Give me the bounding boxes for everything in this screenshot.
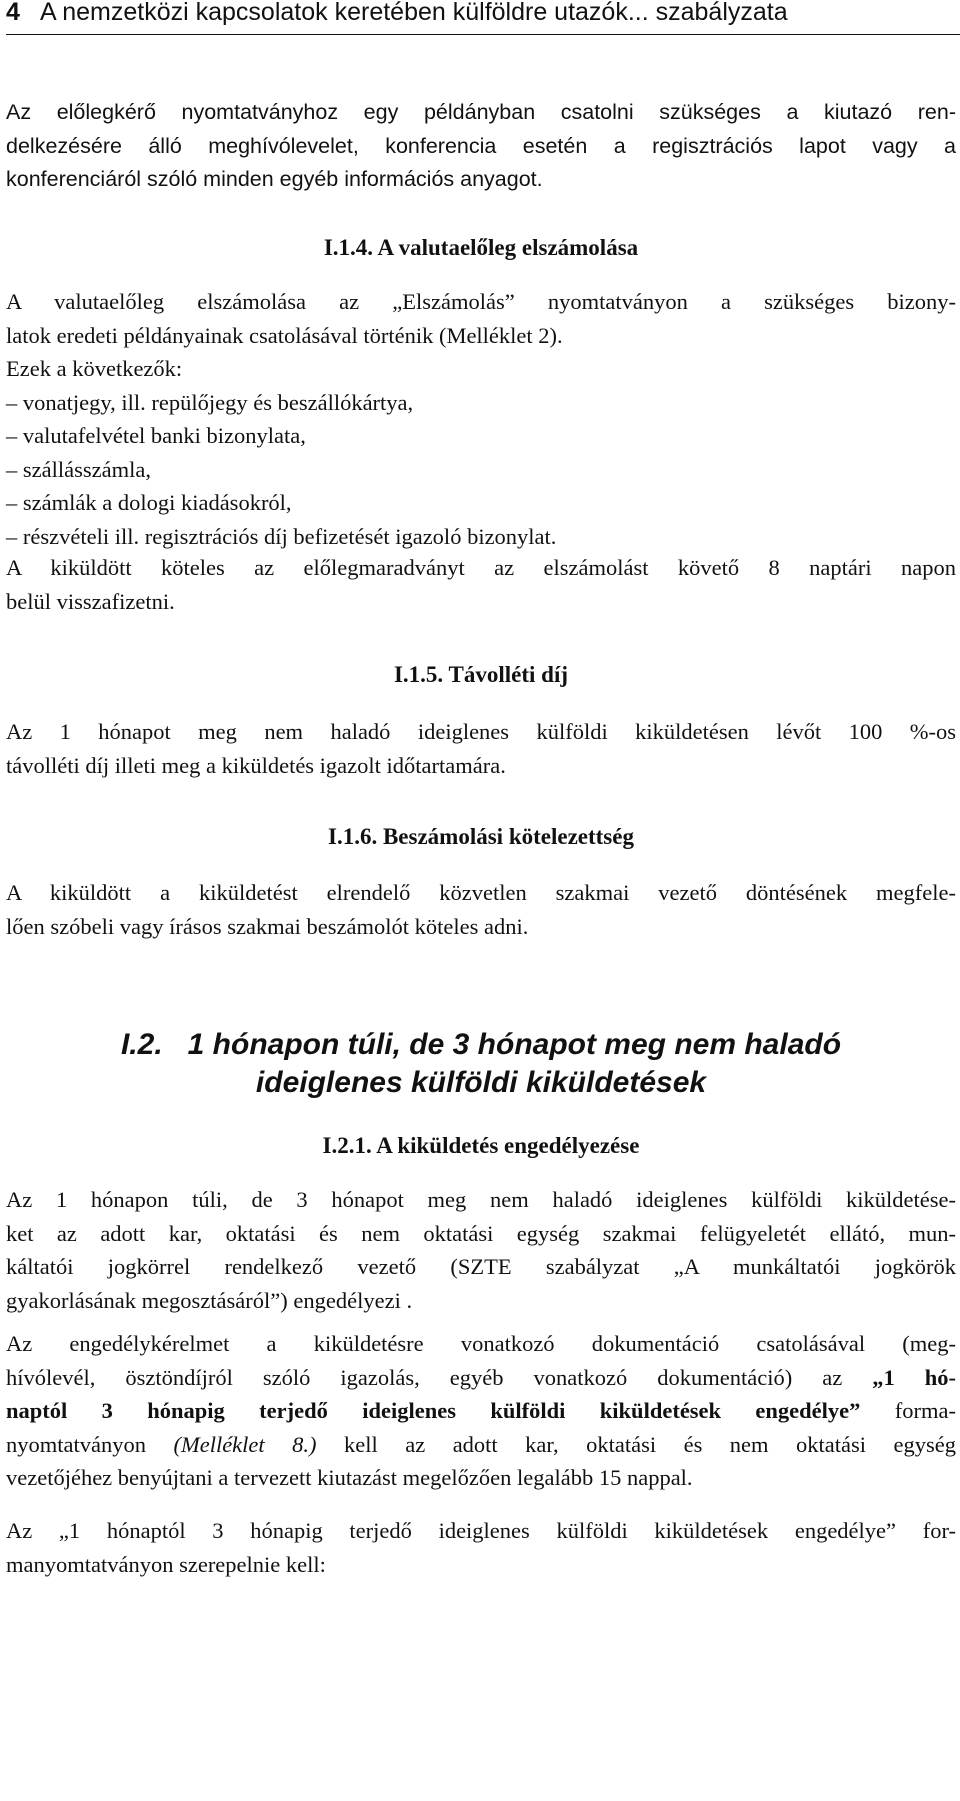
- intro-paragraph: [6, 96, 956, 197]
- section-heading-1-1-4: I.1.4. A valutaelőleg elszámolása: [323, 235, 639, 260]
- intro-line: Az előlegkérő nyomtatványhoz egy példányban csatolni szükséges a kiutazó ren-: [6, 100, 956, 124]
- paragraph-line: távolléti díj illeti meg a kiküldetés igazolt időtartamára.: [6, 752, 506, 778]
- list-item: – szállásszámla,: [6, 456, 151, 482]
- paragraph-line: latok eredeti példányainak csatolásával történik (Melléklet 2).: [6, 322, 563, 348]
- section-1-2-1-paragraph-3: [6, 1514, 956, 1581]
- paragraph-line: [6, 1394, 956, 1428]
- section-1-1-6-paragraph: [6, 876, 956, 943]
- section-heading-1-1-6: I.1.6. Beszámolási kötelezettség: [328, 824, 634, 849]
- section-1-1-5-paragraph: [6, 715, 956, 782]
- paragraph-line: Az engedélykérelmet a kiküldetésre vonatkozó dokumentáció csatolásával (meg-: [6, 1331, 956, 1356]
- paragraph-line: A kiküldött a kiküldetést elrendelő közvetlen szakmai vezető döntésének megfele-: [6, 880, 956, 905]
- section-heading-1-2: [6, 1026, 956, 1102]
- text-run: nyomtatványon: [6, 1431, 174, 1457]
- paragraph-line: belül visszafizetni.: [6, 588, 175, 614]
- heading-line: I.2. 1 hónapon túli, de 3 hónapot meg nem haladó: [120, 1028, 842, 1061]
- paragraph-line: A valutaelőleg elszámolása az „Elszámolás” nyomtatványon a szükséges bizony-: [6, 289, 956, 314]
- paragraph-line: gyakorlásának megosztásáról”) engedélyezi .: [6, 1287, 413, 1313]
- paragraph-line: lően szóbeli vagy írásos szakmai beszámolót köteles adni.: [6, 913, 529, 939]
- list-item: – vonatjegy, ill. repülőjegy és beszállókártya,: [6, 389, 414, 415]
- text-run: hívólevél, ösztöndíjról szóló igazolás, egyéb vonatkozó dokumentáció) az: [6, 1364, 873, 1390]
- annex-reference: (Melléklet 8.): [173, 1431, 317, 1457]
- form-title-bold: „1 hó-: [872, 1364, 956, 1390]
- paragraph-line: manyomtatványon szerepelnie kell:: [6, 1551, 326, 1577]
- paragraph-line: Az 1 hónapon túli, de 3 hónapot meg nem haladó ideiglenes külföldi kiküldetése-: [6, 1187, 956, 1212]
- paragraph-line: Az 1 hónapot meg nem haladó ideiglenes külföldi kiküldetésen lévőt 100 %-os: [6, 719, 956, 744]
- paragraph-line: [6, 1361, 956, 1395]
- page-header: [6, 0, 960, 35]
- section-heading-1-1-5: I.1.5. Távolléti díj: [393, 662, 568, 687]
- paragraph-line: Az „1 hónaptól 3 hónapig terjedő ideiglenes külföldi kiküldetések engedélye” for-: [6, 1518, 956, 1543]
- section-1-1-4-paragraph: [6, 285, 956, 553]
- paragraph-line: A kiküldött köteles az előlegmaradványt az elszámolást követő 8 naptári napon: [6, 555, 956, 580]
- list-item: – részvételi ill. regisztrációs díj befizetését igazoló bizonylat.: [6, 523, 557, 549]
- text-run: forma-: [860, 1398, 956, 1423]
- paragraph-line: [6, 1428, 956, 1462]
- page-number: 4: [6, 0, 20, 26]
- section-1-2-1-paragraph-1: [6, 1183, 956, 1317]
- section-1-2-1-paragraph-2: [6, 1327, 956, 1495]
- running-title: A nemzetközi kapcsolatok keretében külföldre utazók... szabályzata: [40, 0, 788, 26]
- intro-line: delkezésére álló meghívólevelet, konferencia esetén a regisztrációs lapot vagy a: [6, 133, 956, 158]
- list-item: – valutafelvétel banki bizonylata,: [6, 423, 306, 448]
- paragraph-line: vezetőjéhez benyújtani a tervezett kiutazást megelőzően legalább 15 nappal.: [6, 1465, 693, 1490]
- form-title-bold: naptól 3 hónapig terjedő ideiglenes külföldi kiküldetések engedélye”: [6, 1398, 861, 1423]
- text-run: kell az adott kar, oktatási és nem oktatási egység: [316, 1431, 956, 1457]
- paragraph-line: ket az adott kar, oktatási és nem oktatási egység szakmai felügyeletét ellátó, mun-: [6, 1220, 956, 1246]
- section-1-1-4-closing: [6, 551, 956, 618]
- heading-line: ideiglenes külföldi kiküldetések: [255, 1066, 707, 1099]
- list-intro: Ezek a következők:: [6, 356, 183, 381]
- list-item: – számlák a dologi kiadásokról,: [6, 490, 292, 515]
- section-heading-1-2-1: I.2.1. A kiküldetés engedélyezése: [322, 1133, 640, 1158]
- paragraph-line: káltatói jogkörrel rendelkező vezető (SZTE szabályzat „A munkáltatói jogkörök: [6, 1254, 956, 1279]
- intro-line: konferenciáról szóló minden egyéb információs anyagot.: [6, 167, 543, 191]
